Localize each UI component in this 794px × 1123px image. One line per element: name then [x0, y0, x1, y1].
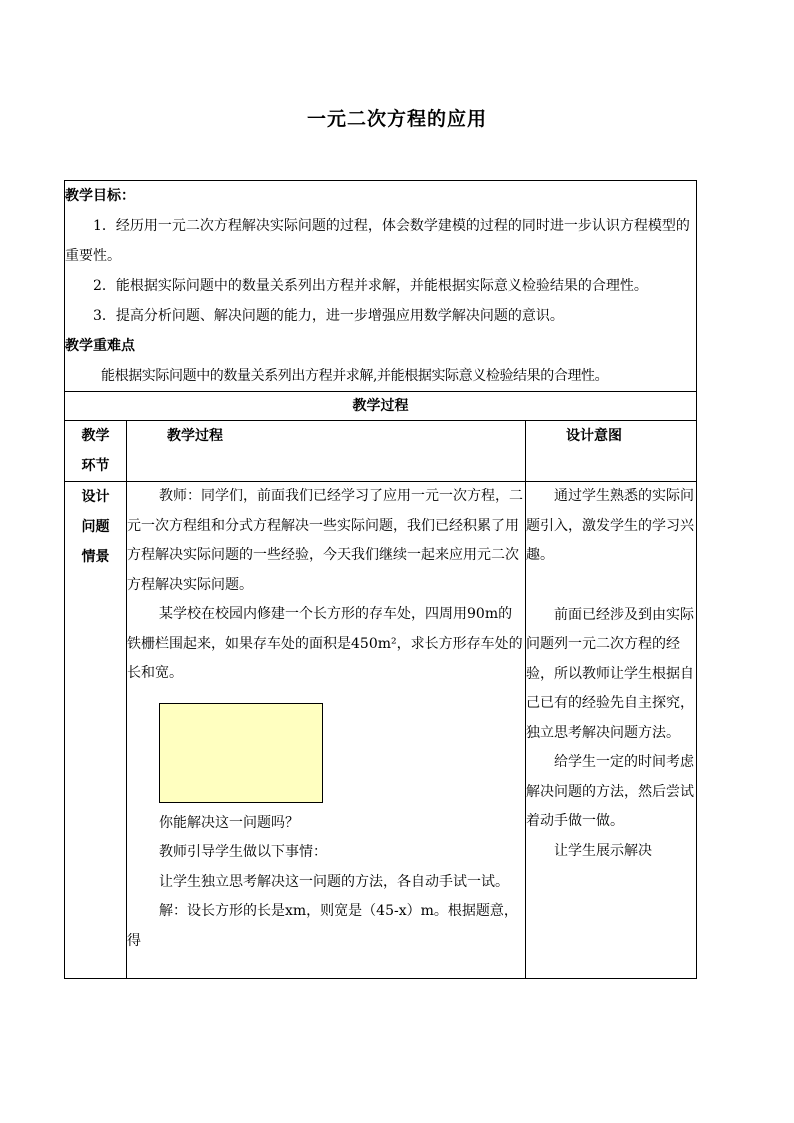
section-title: 教学过程	[65, 392, 697, 421]
page-title: 一元二次方程的应用	[306, 108, 487, 130]
goal-item-1: 1．经历用一元二次方程解决实际问题的过程，体会数学建模的过程的同时进一步认识方程模型的重要性。	[65, 218, 690, 264]
stage-label-line2: 问题	[81, 519, 110, 535]
intent-paragraph-4: 让学生展示解决	[554, 842, 652, 859]
stage-label-line3: 情景	[81, 549, 110, 565]
intent-paragraph-2: 前面已经涉及到由实际问题列一元二次方程的经验，所以教师让学生根据自己已有的经验先自主探究，独立思考解决问题方法。	[526, 606, 694, 741]
rectangle-figure	[159, 703, 323, 803]
stage-cell	[65, 482, 127, 979]
col-header-stage-line2: 环节	[81, 458, 110, 474]
section-title-row	[65, 392, 697, 421]
intent-cell	[526, 482, 697, 979]
process-paragraph-problem: 某学校在校园内修建一个长方形的存车处，四周用90m的铁栅栏围起来，如果存车处的面积是450m²，求长方形存车处的长和宽。	[127, 606, 523, 681]
process-paragraph-intro: 教师：同学们，前面我们已经学习了应用一元一次方程，二元一次方程组和分式方程解决一些实际问题，我们已经积累了用方程解决实际问题的一些经验，今天我们继续一起来应用元二次方程解决实际问题。	[127, 488, 523, 593]
key-points-text: 能根据实际问题中的数量关系列出方程并求解,并能根据实际意义检验结果的合理性。	[101, 368, 609, 384]
goals-heading: 教学目标：	[65, 188, 135, 204]
col-header-process: 教学过程	[127, 421, 526, 482]
intent-paragraph-3: 给学生一定的时间考虑解决问题的方法，然后尝试着动手做一做。	[526, 754, 694, 829]
stage-label-line1: 设计	[81, 489, 110, 505]
process-student-try: 让学生独立思考解决这一问题的方法，各自动手试一试。	[159, 873, 509, 890]
goals-cell	[65, 181, 697, 392]
goal-item-3: 3．提高分析问题、解决问题的能力，进一步增强应用数学解决问题的意识。	[93, 308, 564, 324]
goal-item-2: 2．能根据实际问题中的数量关系列出方程并求解，并能根据实际意义检验结果的合理性。	[93, 278, 648, 294]
content-row	[65, 482, 697, 979]
process-question: 你能解决这一问题吗？	[159, 814, 299, 831]
intent-paragraph-1: 通过学生熟悉的实际问题引入，激发学生的学习兴趣。	[526, 488, 694, 563]
process-cell	[127, 482, 526, 979]
goals-row	[65, 181, 697, 392]
column-header-row	[65, 421, 697, 482]
process-teacher-guide: 教师引导学生做以下事情：	[159, 844, 327, 860]
process-solution: 解：设长方形的长是xm，则宽是（45-x）m。根据题意，得	[127, 903, 518, 949]
col-header-stage-line1: 教学	[81, 428, 110, 444]
key-points-heading: 教学重难点	[65, 338, 135, 354]
col-header-intent: 设计意图	[526, 421, 697, 482]
col-header-stage	[65, 421, 127, 482]
lesson-table	[64, 180, 697, 979]
